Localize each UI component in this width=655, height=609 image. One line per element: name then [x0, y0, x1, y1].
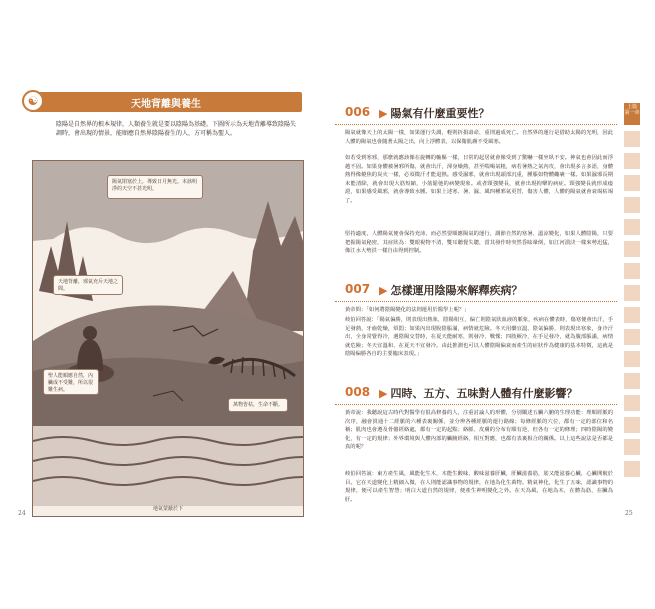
chapter-tab[interactable] [624, 219, 640, 235]
chapter-tab[interactable] [624, 307, 640, 323]
landscape-illustration [33, 161, 303, 516]
chapter-tab[interactable] [624, 395, 640, 411]
chapter-tab[interactable] [624, 153, 640, 169]
chapter-tab[interactable] [624, 439, 640, 455]
right-page [335, 75, 640, 545]
caption-middle: 天地背離，邪氣充斥天地之間。 [53, 275, 123, 295]
chapter-tab[interactable] [624, 461, 640, 477]
question-title: ▶ 陽氣有什麼重要性？ [379, 107, 490, 120]
question-number: 008 [345, 385, 371, 399]
chapter-tab[interactable] [624, 175, 640, 191]
heading-divider [335, 404, 617, 405]
page-number-right: 25 [625, 510, 633, 517]
page-number-left: 24 [18, 510, 26, 517]
chapter-tab[interactable] [624, 285, 640, 301]
caption-right: 萬物皆枯，生命不斷。 [228, 398, 288, 412]
illustration [32, 160, 304, 517]
paragraph: 岐伯回答說：東方產生風，風能化生木，木能生酸味，酸味滋養肝臟，肝臟滋養筋，筋又能滋養心臟，心臟開竅於目。它在天道變化上精細入微，在人則能認識事物的規律，在地為化生萬物。精氣神化，化生了五味，認識事物的規律，便可以產生智慧；明白大道自然的規律，便產生神明變化之外。在天為風，在地為木，在體為筋，在臟為肝。 [345, 471, 613, 503]
chapter-tab[interactable] [624, 329, 640, 345]
caption-left: 聖人能順應自然，內臟成不受難，所以很難生病。 [43, 369, 99, 395]
chapter-tab[interactable] [624, 131, 640, 147]
paragraph: 岐伯回答說：「陽氣偏勝，則表現出熱象，陰陽相互，偏亡則陰氣狀血液的脈象，疾病在體表時，傷寒便會出汗，手足發熱，牙齒乾燥，煩悶；如果內出現脫陰脹滿，病情就危險。冬天用藥宜溫，陰氣偏勝，則表現出寒象，身冷汗出，全身常覺得冷，遇陰陽交替時，在夏天能耐寒，則發冷、戰慄；四肢厥冷，在手足發冷，就為腹部脹滿，病情就危險；冬天宜溫和，在夏天不宜發冷。由此推測也可以人體陰陽偏衰而產生的症狀作為健康的基本特徵，這就是陰陽偏勝各自的主要臨床表現。」 [345, 317, 613, 358]
yin-yang-icon: ☯ [22, 90, 44, 112]
chapter-tab[interactable] [624, 263, 640, 279]
chapter-tabs [624, 103, 640, 483]
arrow-icon: ▶ [379, 107, 388, 120]
left-page [18, 75, 318, 545]
paragraph: 陽氣就像天上的太陽一樣，如果運行失調，輕則折損壽命，重則過成死亡。自然界的運行是借助太陽的光明，因此人體的陽氣也會隨著太陽之出，向上浮體表，以保衛肌膚不受風寒。 [345, 130, 613, 145]
section-title-bar [27, 92, 302, 112]
chapter-tab[interactable] [624, 351, 640, 367]
paragraph: 黃帝說：我聽說這古時代對醫學有很高修養的人，注重討論人的形體，分別闡述五臟六腑的生理功能：理順經脈的次序，融會貫通十二經脈的六種表裏關係，並分辨各種經脈的運行路線；每條經脈的穴位，都有一定的部位和名稱；肌肉也會遵及骨骼經絡處，都有一定的起點；絡脈、皮膚的分布有順有逆，但各有一定的條理；四時陰陽的變化，有一定的規律；外界環境與人體內部的臟腑經絡，相互對應，也都有表裏相合的關係。以上這些說法是否都是真的呢？ [345, 410, 613, 451]
arrow-icon: ▶ [379, 387, 388, 400]
heading-divider [335, 301, 617, 302]
heading-divider [335, 124, 617, 125]
paragraph: 黃帝問：「如何將陰陽變化的法則運用於醫學上呢？」 [345, 307, 470, 313]
chapter-tab-active[interactable]: 上篇 第一章 [624, 103, 640, 125]
section-title: 天地背離與養生 [131, 99, 201, 110]
paragraph: 如若受到寒邪，那麼就應該像在旋轉的軸樞一樣，日常的起居就會像受到了驚嚇一樣坐臥不安。神氣也會因此而浮越不固。如果身體被暑邪所傷，就會出汗，渾身燥熱，甚至喘喝氣粗，病若暑熱之氣內攻，會出現多言多語，身體熱得像燒焦的炭火一樣，必須微汗才能退熱。感受濕邪，就會出現頭部沉重，腫脹如物體纏裹一樣。如果濕邪長期未能清除，就會出現大筋短縮，小筋鬆弛的病變現象。或者頸強變長，就會出現拘攣的病症。頸強變長就形成痿證，如果感受風邪，就會導致水腫。如果上述寒、暑、濕、風四種邪氣更替，傷害人體，人體的陽氣就會衰竭枯竭了。 [345, 155, 613, 204]
arrow-icon: ▶ [379, 284, 388, 297]
chapter-tab[interactable] [624, 417, 640, 433]
question-title: ▶ 怎樣運用陰陽來解釋疾病？ [379, 284, 523, 297]
question-number: 006 [345, 105, 371, 119]
intro-text: 陰陽是自然界的根本規律，人類養生就是要以陰陽為基礎。下圖所示為天地背離導致陰陽失調時，會出現的情景，能順應自然界陰陽養生的人，方可稱為聖人。 [56, 121, 297, 137]
chapter-tab[interactable] [624, 197, 640, 213]
chapter-tab[interactable] [624, 373, 640, 389]
chapter-tab[interactable] [624, 241, 640, 257]
caption-bottom: 地氣蒙蔽於下 [152, 506, 183, 512]
question-number: 007 [345, 282, 371, 296]
question-title: ▶ 四時、五方、五味對人體有什麼影響？ [379, 387, 578, 400]
caption-top: 陽氣閉塞於上，導致日月無光。本該明淨的天空不甚光明。 [107, 175, 203, 199]
paragraph: 堅持適度，人體陽氣便會保持充沛，而必然要順應陽氣的運行，調節自然的寒暑、溫涼變化，如果人體陰陽，只要把握陽氣秘密，其症狀為：雙眼視物不清，雙耳聽覺失聰，當其發作時突然昏眩暈倒，如江河潰決一樣來勢迅猛，像江水大勢洪一樣自由得到控制。 [345, 231, 613, 255]
